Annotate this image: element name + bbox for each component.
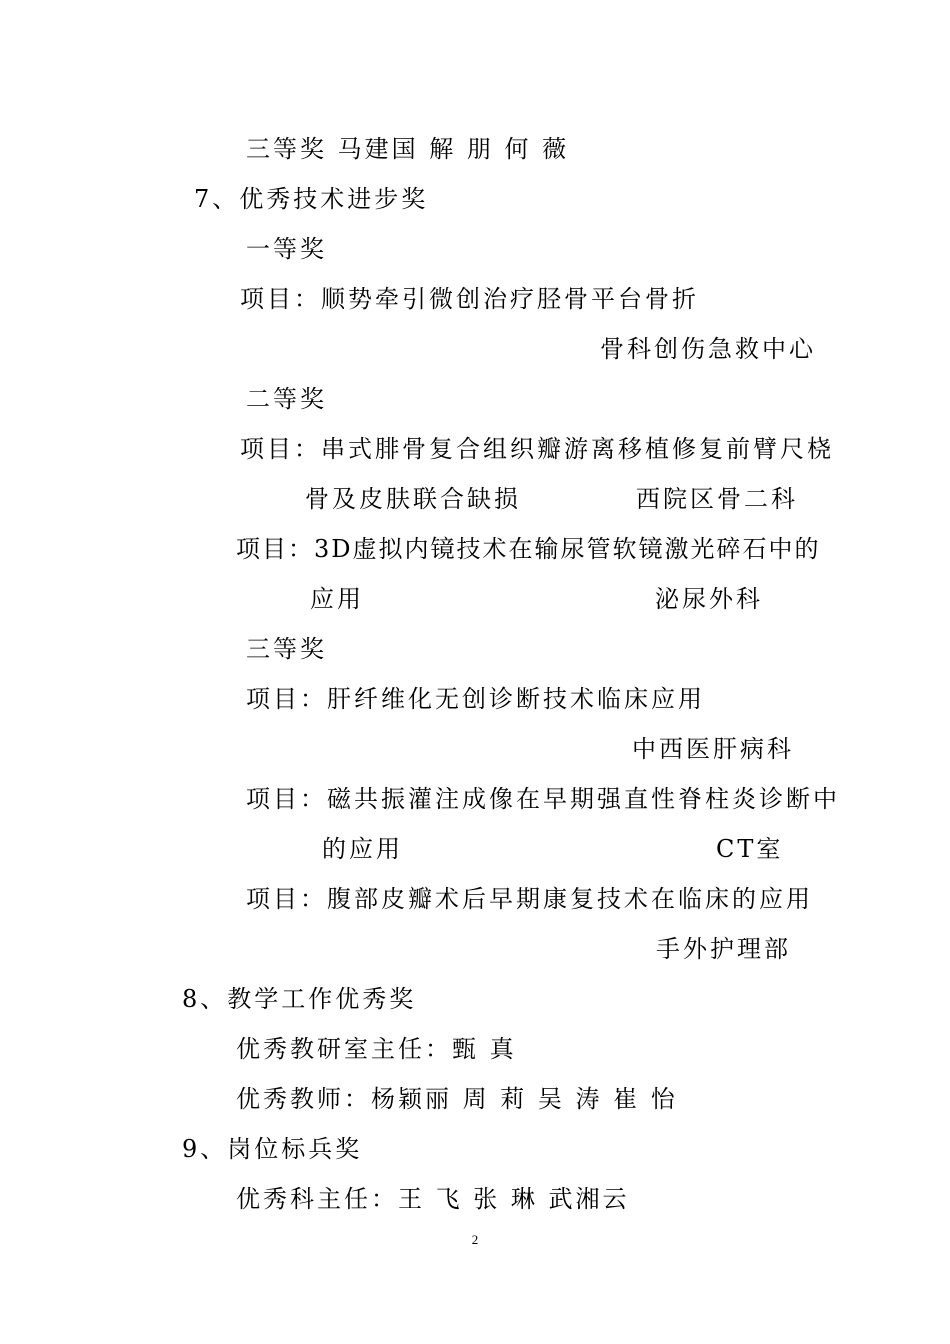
project-line: 项目：磁共振灌注成像在早期强直性脊柱炎诊断中 [246,785,840,813]
first-prize-label: 一等奖 [246,235,327,263]
project-line-continuation: 的应用 [322,835,403,863]
section-9-heading: 9、岗位标兵奖 [182,1135,363,1163]
project-line-continuation: 骨及皮肤联合缺损 [305,485,521,513]
project-line-continuation: 应用 [310,585,364,613]
section-8-heading: 8、教学工作优秀奖 [182,985,417,1013]
section-7-heading: 7、优秀技术进步奖 [194,185,429,213]
outstanding-director-line: 优秀教研室主任：甄 真 [236,1035,517,1063]
project-line: 项目：腹部皮瓣术后早期康复技术在临床的应用 [246,885,813,913]
project-line: 项目：肝纤维化无创诊断技术临床应用 [246,685,705,713]
project-line: 项目：串式腓骨复合组织瓣游离移植修复前臂尺桡 [240,435,834,463]
line-third-prize-names: 三等奖 马建国 解 朋 何 薇 [246,135,570,163]
third-prize-label: 三等奖 [246,635,327,663]
department-label: 骨科创伤急救中心 [600,335,816,363]
page-number: 2 [471,1232,479,1247]
project-line: 项目：3D虚拟内镜技术在输尿管软镜激光碎石中的 [236,535,821,563]
department-label: 手外护理部 [656,935,791,963]
outstanding-teachers-line: 优秀教师：杨颖丽 周 莉 吴 涛 崔 怡 [236,1085,678,1113]
department-label: 中西医肝病科 [632,735,794,763]
department-label: CT室 [716,835,784,863]
second-prize-label: 二等奖 [246,385,327,413]
project-line: 项目：顺势牵引微创治疗胫骨平台骨折 [240,285,699,313]
department-label: 西院区骨二科 [636,485,798,513]
outstanding-chief-line: 优秀科主任：王 飞 张 琳 武湘云 [236,1185,630,1213]
department-label: 泌尿外科 [655,585,763,613]
